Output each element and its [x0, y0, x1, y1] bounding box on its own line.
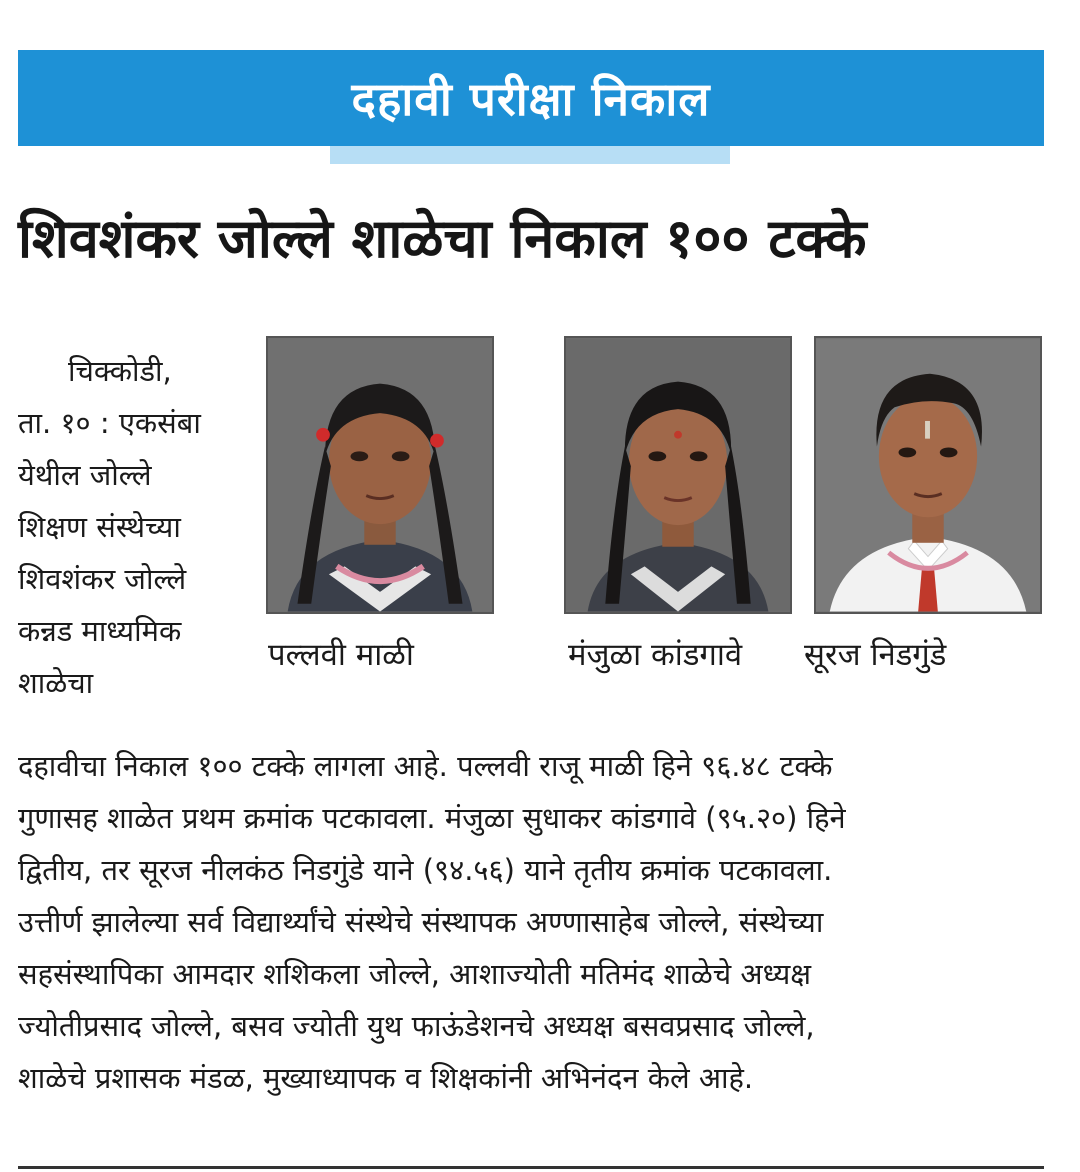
- body-line: गुणासह शाळेत प्रथम क्रमांक पटकावला. मंजुळा सुधाकर कांडगावे (९५.२०) हिने: [18, 801, 846, 835]
- student-portrait-icon: [816, 338, 1040, 612]
- body-line: उत्तीर्ण झालेल्या सर्व विद्यार्थ्यांचे संस्थेचे संस्थापक अण्णासाहेब जोल्ले, संस्थेच्या: [18, 905, 824, 939]
- intro-line: ता. १० : एकसंबा: [18, 406, 201, 440]
- section-banner: [18, 50, 1044, 146]
- student-photo-1: [266, 336, 494, 614]
- article-intro: [18, 345, 254, 709]
- article-headline: शिवशंकर जोल्ले शाळेचा निकाल १०० टक्के: [18, 207, 867, 270]
- banner-underbar: [330, 146, 730, 164]
- body-line: दहावीचा निकाल १०० टक्के लागला आहे. पल्लवी राजू माळी हिने ९६.४८ टक्के: [18, 749, 833, 783]
- photo-caption-3: सूरज निडगुंडे: [804, 637, 947, 673]
- student-portrait-icon: [566, 338, 790, 612]
- intro-line: शिवशंकर जोल्ले: [18, 562, 187, 596]
- student-photo-2: [564, 336, 792, 614]
- intro-line: शिक्षण संस्थेच्या: [18, 510, 181, 544]
- intro-line: चिक्कोडी,: [68, 354, 172, 388]
- photo-caption-1: पल्लवी माळी: [268, 637, 414, 673]
- body-line: द्वितीय, तर सूरज नीलकंठ निडगुंडे याने (९४.५६) याने तृतीय क्रमांक पटकावला.: [18, 853, 833, 887]
- article-body: [18, 740, 1058, 1104]
- intro-line: शाळेचा: [18, 666, 94, 700]
- student-photo-3: [814, 336, 1042, 614]
- photo-caption-2: मंजुळा कांडगावे: [568, 637, 743, 673]
- intro-line: कन्नड माध्यमिक: [18, 614, 182, 648]
- section-title: दहावी परीक्षा निकाल: [351, 72, 711, 126]
- body-line: ज्योतीप्रसाद जोल्ले, बसव ज्योती युथ फाऊंडेशनचे अध्यक्ष बसवप्रसाद जोल्ले,: [18, 1009, 815, 1043]
- student-portrait-icon: [268, 338, 492, 612]
- body-line: सहसंस्थापिका आमदार शशिकला जोल्ले, आशाज्योती मतिमंद शाळेचे अध्यक्ष: [18, 957, 812, 991]
- body-line: शाळेचे प्रशासक मंडळ, मुख्याध्यापक व शिक्षकांनी अभिनंदन केले आहे.: [18, 1061, 754, 1095]
- intro-line: येथील जोल्ले: [18, 458, 152, 492]
- bottom-divider: [18, 1166, 1044, 1169]
